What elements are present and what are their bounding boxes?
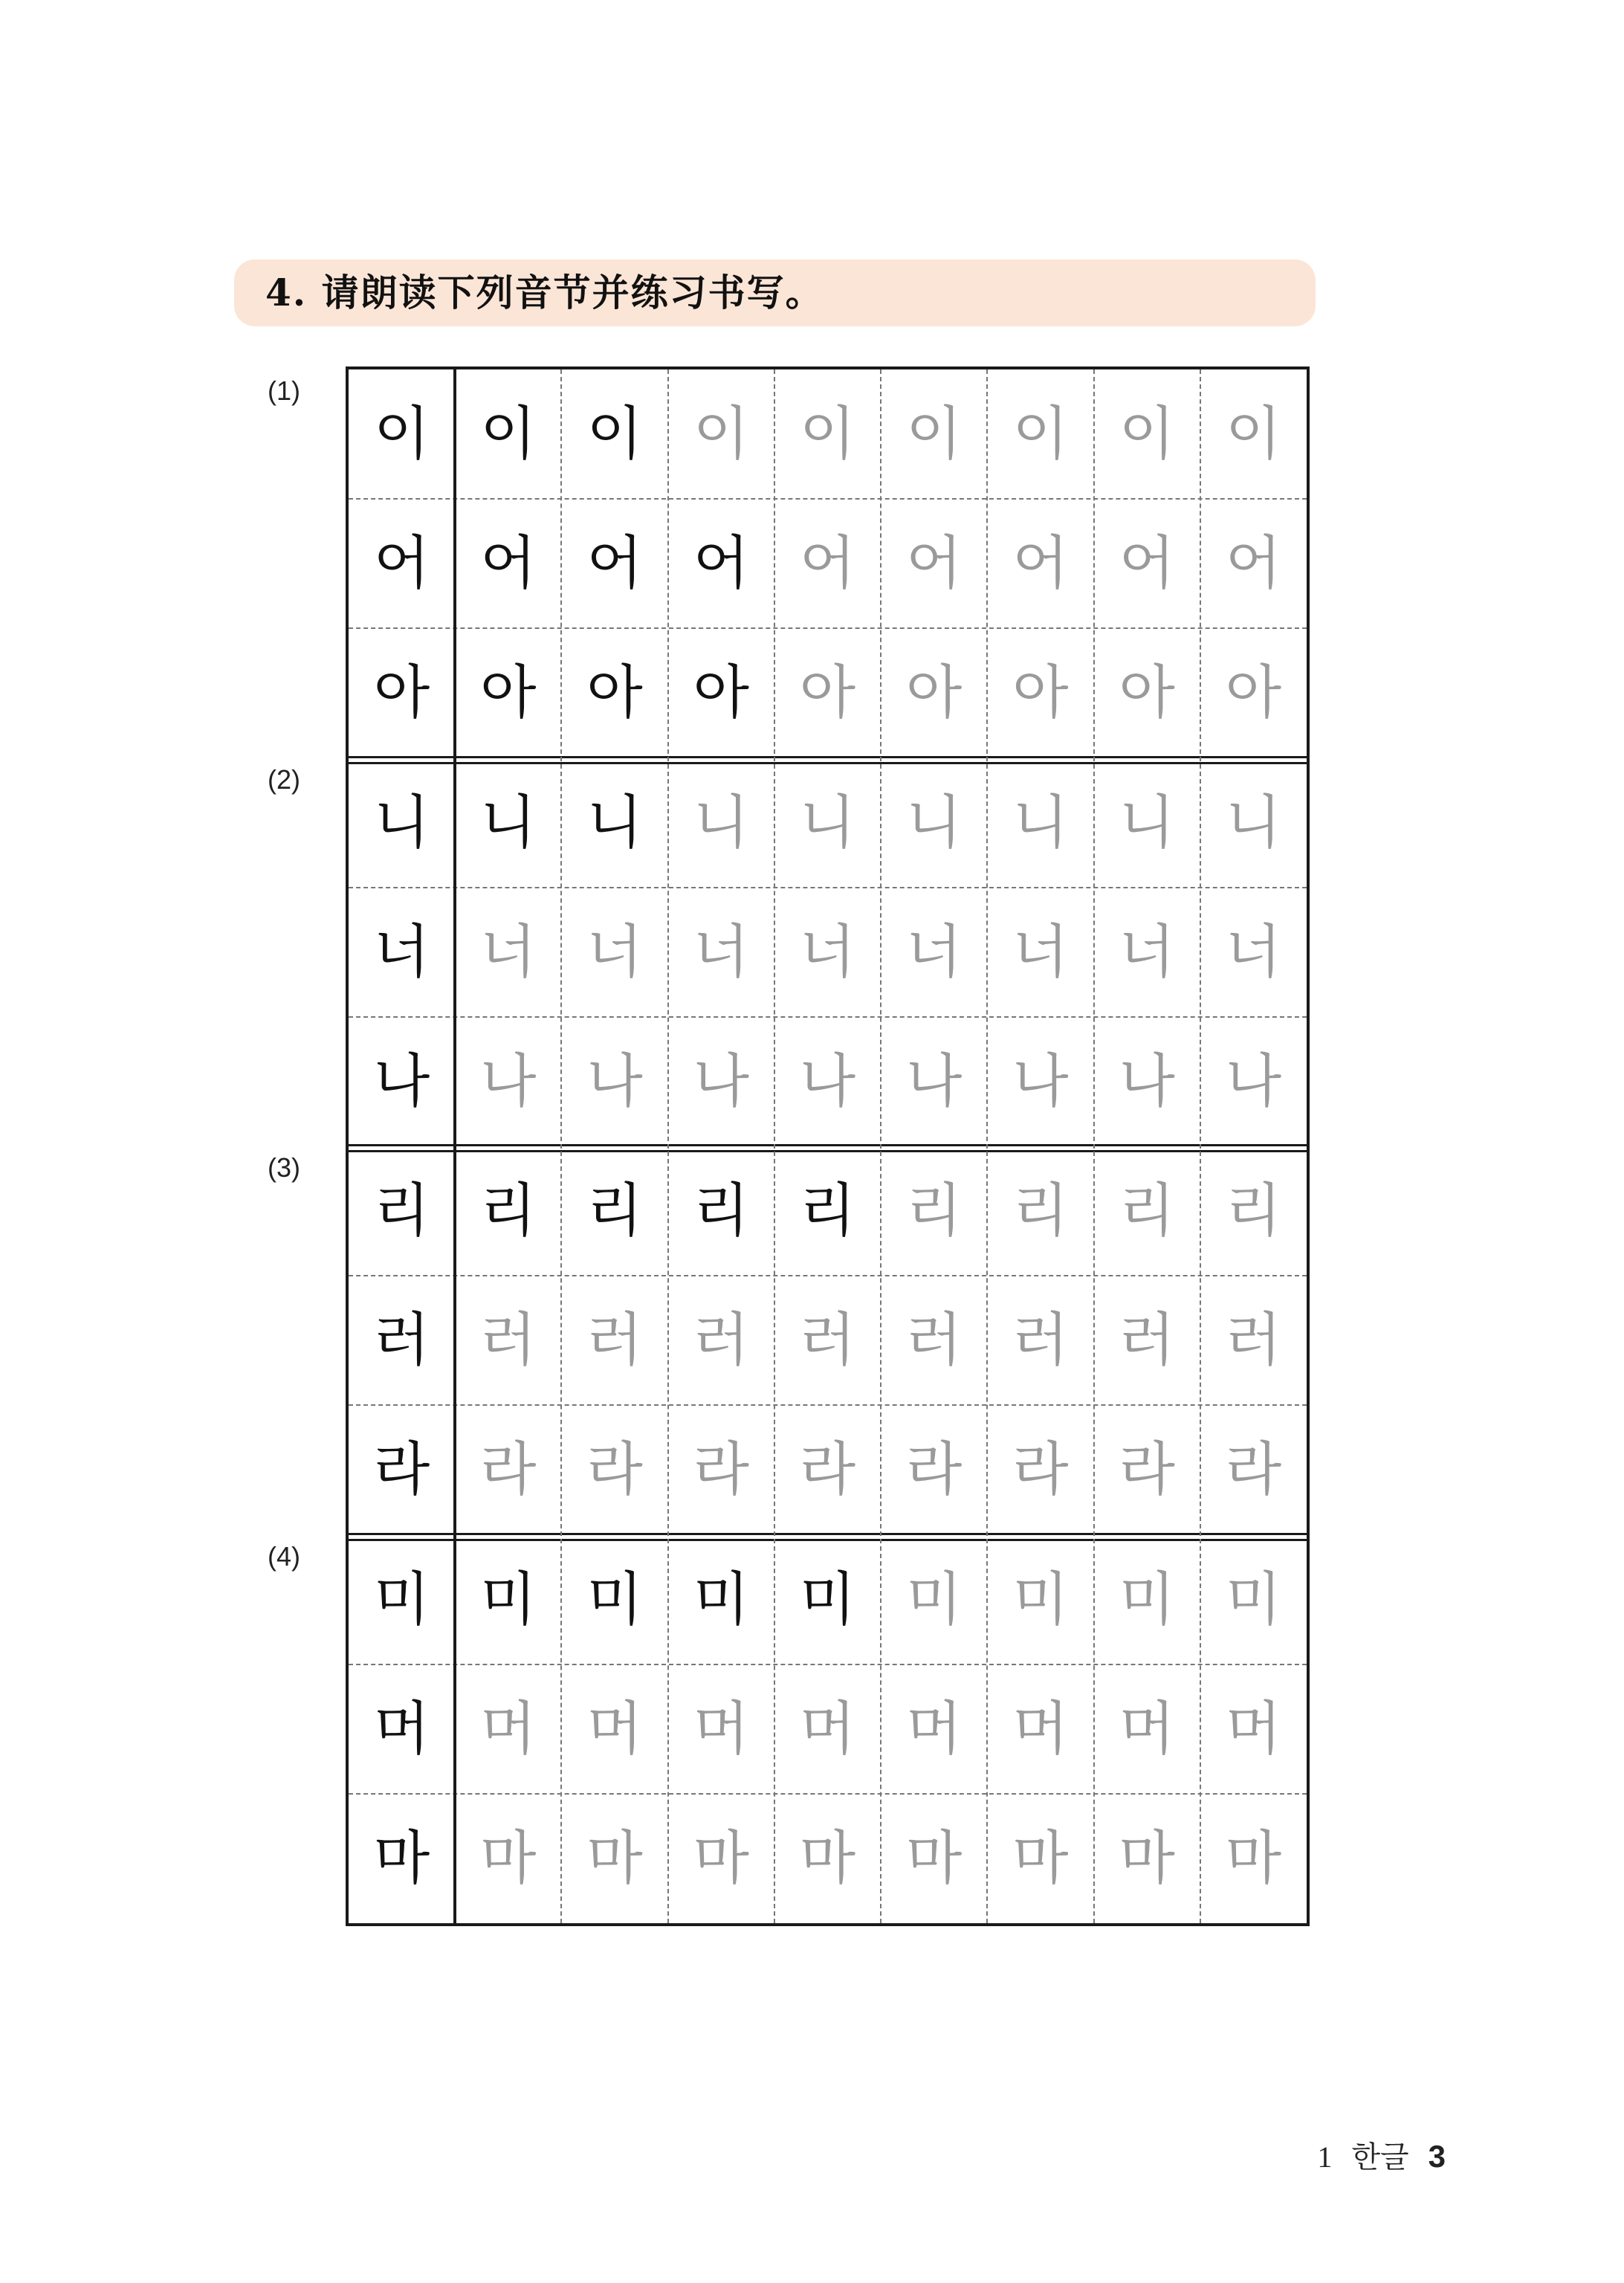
trace-syllable: 너 bbox=[586, 918, 643, 986]
model-syllable: 어 bbox=[373, 530, 430, 598]
chapter-title: 한글 bbox=[1351, 2140, 1409, 2174]
exercise-title: 4. 请朗读下列音节并练习书写。 bbox=[265, 271, 824, 314]
block-label-2: (2) bbox=[268, 763, 300, 795]
practice-row bbox=[349, 1794, 1307, 1923]
trace-syllable: 이 bbox=[1225, 401, 1282, 468]
model-syllable: 리 bbox=[373, 1178, 430, 1245]
practice-row bbox=[349, 888, 1307, 1017]
model-syllable: 이 bbox=[373, 401, 430, 468]
block-divider bbox=[349, 756, 1307, 764]
model-syllable: 마 bbox=[373, 1824, 430, 1892]
column-divider bbox=[1093, 369, 1095, 1923]
trace-syllable: 마 bbox=[1119, 1824, 1175, 1892]
practice-row bbox=[349, 1664, 1307, 1794]
trace-syllable: 아 bbox=[1225, 659, 1282, 727]
example-syllable: 리 bbox=[586, 1178, 643, 1245]
practice-row bbox=[349, 1276, 1307, 1405]
example-syllable: 미 bbox=[799, 1566, 856, 1633]
trace-syllable: 너 bbox=[1012, 918, 1069, 986]
trace-syllable: 머 bbox=[586, 1695, 643, 1763]
column-divider bbox=[667, 369, 669, 1923]
trace-syllable: 나 bbox=[693, 1047, 749, 1115]
column-divider bbox=[986, 369, 988, 1923]
example-syllable: 어 bbox=[586, 530, 643, 598]
trace-syllable: 라 bbox=[799, 1436, 856, 1504]
trace-syllable: 머 bbox=[480, 1695, 537, 1763]
practice-row bbox=[349, 758, 1307, 888]
trace-syllable: 러 bbox=[799, 1307, 856, 1375]
trace-syllable: 러 bbox=[693, 1307, 749, 1375]
trace-syllable: 마 bbox=[799, 1824, 856, 1892]
column-divider bbox=[774, 369, 775, 1923]
trace-syllable: 미 bbox=[1225, 1566, 1282, 1633]
trace-syllable: 너 bbox=[693, 918, 749, 986]
column-divider bbox=[1200, 369, 1201, 1923]
trace-syllable: 리 bbox=[1119, 1178, 1175, 1245]
trace-syllable: 라 bbox=[693, 1436, 749, 1504]
trace-syllable: 머 bbox=[693, 1695, 749, 1763]
model-syllable: 라 bbox=[373, 1436, 430, 1504]
row-divider bbox=[349, 1275, 1307, 1276]
trace-syllable: 러 bbox=[586, 1307, 643, 1375]
trace-syllable: 라 bbox=[480, 1436, 537, 1504]
trace-syllable: 이 bbox=[906, 401, 963, 468]
trace-syllable: 마 bbox=[693, 1824, 749, 1892]
trace-syllable: 나 bbox=[1012, 1047, 1069, 1115]
example-syllable: 리 bbox=[799, 1178, 856, 1245]
trace-syllable: 니 bbox=[1225, 789, 1282, 856]
model-syllable: 미 bbox=[373, 1566, 430, 1633]
trace-syllable: 이 bbox=[799, 401, 856, 468]
model-syllable: 니 bbox=[373, 789, 430, 856]
example-syllable: 미 bbox=[480, 1566, 537, 1633]
example-syllable: 니 bbox=[480, 789, 537, 856]
example-syllable: 아 bbox=[480, 659, 537, 727]
trace-syllable: 마 bbox=[480, 1824, 537, 1892]
trace-syllable: 리 bbox=[1012, 1178, 1069, 1245]
trace-syllable: 아 bbox=[1012, 659, 1069, 727]
trace-syllable: 러 bbox=[1012, 1307, 1069, 1375]
trace-syllable: 러 bbox=[1225, 1307, 1282, 1375]
trace-syllable: 리 bbox=[1225, 1178, 1282, 1245]
trace-syllable: 니 bbox=[799, 789, 856, 856]
example-syllable: 어 bbox=[480, 530, 537, 598]
trace-syllable: 어 bbox=[1225, 530, 1282, 598]
block-label-1: (1) bbox=[268, 375, 300, 406]
trace-syllable: 러 bbox=[906, 1307, 963, 1375]
trace-syllable: 머 bbox=[906, 1695, 963, 1763]
trace-syllable: 어 bbox=[906, 530, 963, 598]
trace-syllable: 마 bbox=[586, 1824, 643, 1892]
trace-syllable: 미 bbox=[1012, 1566, 1069, 1633]
example-syllable: 아 bbox=[586, 659, 643, 727]
trace-syllable: 머 bbox=[1012, 1695, 1069, 1763]
trace-syllable: 어 bbox=[1012, 530, 1069, 598]
chapter-number: 1 bbox=[1317, 2140, 1333, 2174]
practice-row bbox=[349, 628, 1307, 758]
trace-syllable: 러 bbox=[1119, 1307, 1175, 1375]
trace-syllable: 미 bbox=[1119, 1566, 1175, 1633]
block-label-3: (3) bbox=[268, 1152, 300, 1183]
row-divider bbox=[349, 498, 1307, 500]
row-divider bbox=[349, 1664, 1307, 1665]
trace-syllable: 러 bbox=[480, 1307, 537, 1375]
block-divider bbox=[349, 1533, 1307, 1541]
writing-practice-grid bbox=[346, 366, 1310, 1926]
trace-syllable: 니 bbox=[1012, 789, 1069, 856]
example-syllable: 어 bbox=[693, 530, 749, 598]
trace-syllable: 니 bbox=[906, 789, 963, 856]
example-syllable: 이 bbox=[480, 401, 537, 468]
row-divider bbox=[349, 1404, 1307, 1406]
trace-syllable: 나 bbox=[480, 1047, 537, 1115]
trace-syllable: 머 bbox=[799, 1695, 856, 1763]
trace-syllable: 이 bbox=[693, 401, 749, 468]
example-syllable: 리 bbox=[480, 1178, 537, 1245]
example-syllable: 니 bbox=[586, 789, 643, 856]
column-divider bbox=[880, 369, 881, 1923]
exercise-title-bar bbox=[234, 259, 1316, 326]
trace-syllable: 마 bbox=[1012, 1824, 1069, 1892]
model-syllable: 머 bbox=[373, 1695, 430, 1763]
trace-syllable: 니 bbox=[1119, 789, 1175, 856]
practice-row bbox=[349, 1535, 1307, 1664]
trace-syllable: 라 bbox=[1119, 1436, 1175, 1504]
trace-syllable: 라 bbox=[1225, 1436, 1282, 1504]
row-divider bbox=[349, 1016, 1307, 1018]
page-number: 3 bbox=[1428, 2139, 1446, 2174]
trace-syllable: 너 bbox=[1225, 918, 1282, 986]
page-footer bbox=[1317, 2134, 1446, 2176]
block-divider bbox=[349, 1144, 1307, 1152]
model-syllable: 러 bbox=[373, 1307, 430, 1375]
trace-syllable: 머 bbox=[1119, 1695, 1175, 1763]
row-divider bbox=[349, 627, 1307, 629]
trace-syllable: 너 bbox=[480, 918, 537, 986]
model-syllable: 너 bbox=[373, 918, 430, 986]
trace-syllable: 아 bbox=[1119, 659, 1175, 727]
trace-syllable: 너 bbox=[799, 918, 856, 986]
trace-syllable: 라 bbox=[586, 1436, 643, 1504]
trace-syllable: 너 bbox=[906, 918, 963, 986]
trace-syllable: 나 bbox=[586, 1047, 643, 1115]
trace-syllable: 나 bbox=[906, 1047, 963, 1115]
practice-row bbox=[349, 1017, 1307, 1146]
trace-syllable: 어 bbox=[799, 530, 856, 598]
trace-syllable: 나 bbox=[799, 1047, 856, 1115]
trace-syllable: 마 bbox=[1225, 1824, 1282, 1892]
trace-syllable: 아 bbox=[906, 659, 963, 727]
example-syllable: 리 bbox=[693, 1178, 749, 1245]
trace-syllable: 아 bbox=[799, 659, 856, 727]
trace-syllable: 라 bbox=[1012, 1436, 1069, 1504]
practice-row bbox=[349, 499, 1307, 628]
row-divider bbox=[349, 887, 1307, 888]
trace-syllable: 이 bbox=[1119, 401, 1175, 468]
example-syllable: 이 bbox=[586, 401, 643, 468]
column-divider bbox=[560, 369, 562, 1923]
trace-syllable: 이 bbox=[1012, 401, 1069, 468]
example-syllable: 아 bbox=[693, 659, 749, 727]
row-divider bbox=[349, 1793, 1307, 1795]
model-syllable: 아 bbox=[373, 659, 430, 727]
trace-syllable: 나 bbox=[1225, 1047, 1282, 1115]
trace-syllable: 머 bbox=[1225, 1695, 1282, 1763]
model-column-divider bbox=[453, 369, 456, 1923]
example-syllable: 미 bbox=[693, 1566, 749, 1633]
trace-syllable: 리 bbox=[906, 1178, 963, 1245]
block-label-4: (4) bbox=[268, 1540, 300, 1572]
trace-syllable: 니 bbox=[693, 789, 749, 856]
trace-syllable: 어 bbox=[1119, 530, 1175, 598]
practice-row bbox=[349, 369, 1307, 499]
trace-syllable: 라 bbox=[906, 1436, 963, 1504]
model-syllable: 나 bbox=[373, 1047, 430, 1115]
trace-syllable: 나 bbox=[1119, 1047, 1175, 1115]
trace-syllable: 너 bbox=[1119, 918, 1175, 986]
trace-syllable: 미 bbox=[906, 1566, 963, 1633]
example-syllable: 미 bbox=[586, 1566, 643, 1633]
practice-row bbox=[349, 1146, 1307, 1276]
practice-row bbox=[349, 1405, 1307, 1534]
trace-syllable: 마 bbox=[906, 1824, 963, 1892]
